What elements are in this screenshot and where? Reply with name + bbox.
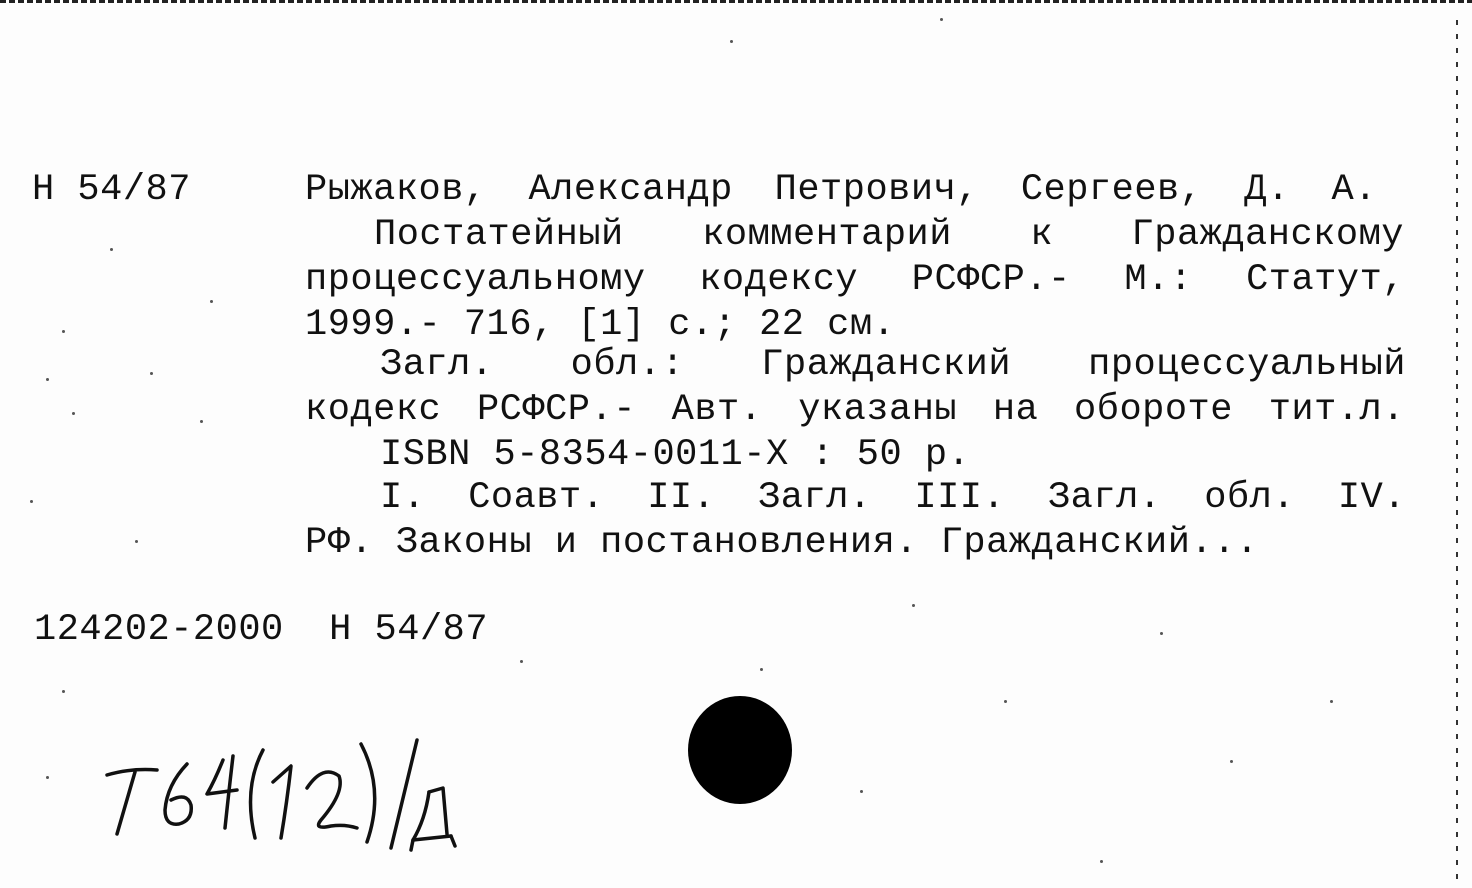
- word: обороте: [1074, 389, 1233, 431]
- word: Загл.: [758, 477, 872, 519]
- word: Постатейный: [374, 214, 624, 256]
- tracings-line-1: [380, 478, 1406, 518]
- card-top-edge: [0, 0, 1472, 3]
- word: РСФСР.-: [476, 389, 636, 431]
- word: Сергеев,: [1020, 169, 1203, 211]
- word: Авт.: [671, 389, 763, 431]
- word: тит.л.: [1268, 389, 1405, 431]
- speck: [860, 790, 863, 793]
- speck: [730, 40, 733, 43]
- word: обл.:: [570, 344, 685, 386]
- word: А.: [1331, 169, 1377, 211]
- word: обл.: [1204, 477, 1296, 519]
- speck: [520, 660, 523, 663]
- author-line: [305, 170, 1377, 210]
- title-line-1: [374, 215, 1404, 255]
- word: I.: [380, 477, 426, 519]
- word: кодексу: [699, 259, 859, 301]
- speck: [210, 300, 213, 303]
- speck: [46, 378, 49, 381]
- speck: [62, 330, 65, 333]
- tracings-line-2: РФ. Законы и постановления. Гражданский...: [305, 522, 1259, 564]
- word: к: [1030, 214, 1054, 256]
- speck: [1160, 632, 1163, 635]
- word: Загл.: [1047, 477, 1162, 519]
- word: процессуальному: [305, 259, 646, 301]
- word: Статут,: [1246, 259, 1405, 301]
- call-number: Н 54/87: [32, 169, 191, 211]
- speck: [760, 668, 763, 671]
- title-line-2: [305, 260, 1405, 300]
- word: II.: [647, 477, 716, 519]
- speck: [150, 372, 153, 375]
- word: Александр: [528, 169, 733, 211]
- speck: [912, 604, 915, 607]
- word: Д.: [1244, 169, 1290, 211]
- speck: [1100, 860, 1103, 863]
- accession-number: 124202-2000 Н 54/87: [34, 609, 489, 651]
- imprint-line: 1999.- 716, [1] с.; 22 см.: [305, 304, 896, 346]
- word: Гражданскому: [1131, 214, 1404, 256]
- word: Загл.: [380, 344, 494, 386]
- speck: [30, 500, 33, 503]
- speck: [72, 412, 75, 415]
- speck: [1004, 700, 1007, 703]
- word: указаны: [798, 389, 958, 431]
- punch-hole: [688, 696, 792, 804]
- word: IV.: [1337, 477, 1406, 519]
- speck: [46, 776, 49, 779]
- word: кодекс: [305, 389, 442, 431]
- speck: [940, 18, 943, 21]
- word: М.:: [1124, 259, 1193, 301]
- isbn-line: ISBN 5-8354-0011-X : 50 р.: [380, 434, 971, 476]
- note-line-2: [305, 390, 1405, 430]
- speck: [62, 690, 65, 693]
- word: на: [992, 389, 1039, 431]
- word: Соавт.: [468, 477, 605, 519]
- card-right-edge: [1456, 20, 1458, 880]
- speck: [110, 248, 113, 251]
- word: РСФСР.-: [911, 259, 1071, 301]
- handwritten-shelf-mark: [95, 730, 475, 860]
- speck: [200, 420, 203, 423]
- word: комментарий: [702, 214, 952, 256]
- word: Гражданский: [761, 344, 1012, 386]
- word: Рыжаков,: [305, 169, 487, 211]
- speck: [135, 540, 138, 543]
- word: III.: [914, 477, 1006, 519]
- word: процессуальный: [1088, 344, 1406, 386]
- note-line-1: [380, 345, 1406, 385]
- word: Петрович,: [774, 169, 979, 211]
- speck: [1230, 760, 1233, 763]
- speck: [1330, 700, 1333, 703]
